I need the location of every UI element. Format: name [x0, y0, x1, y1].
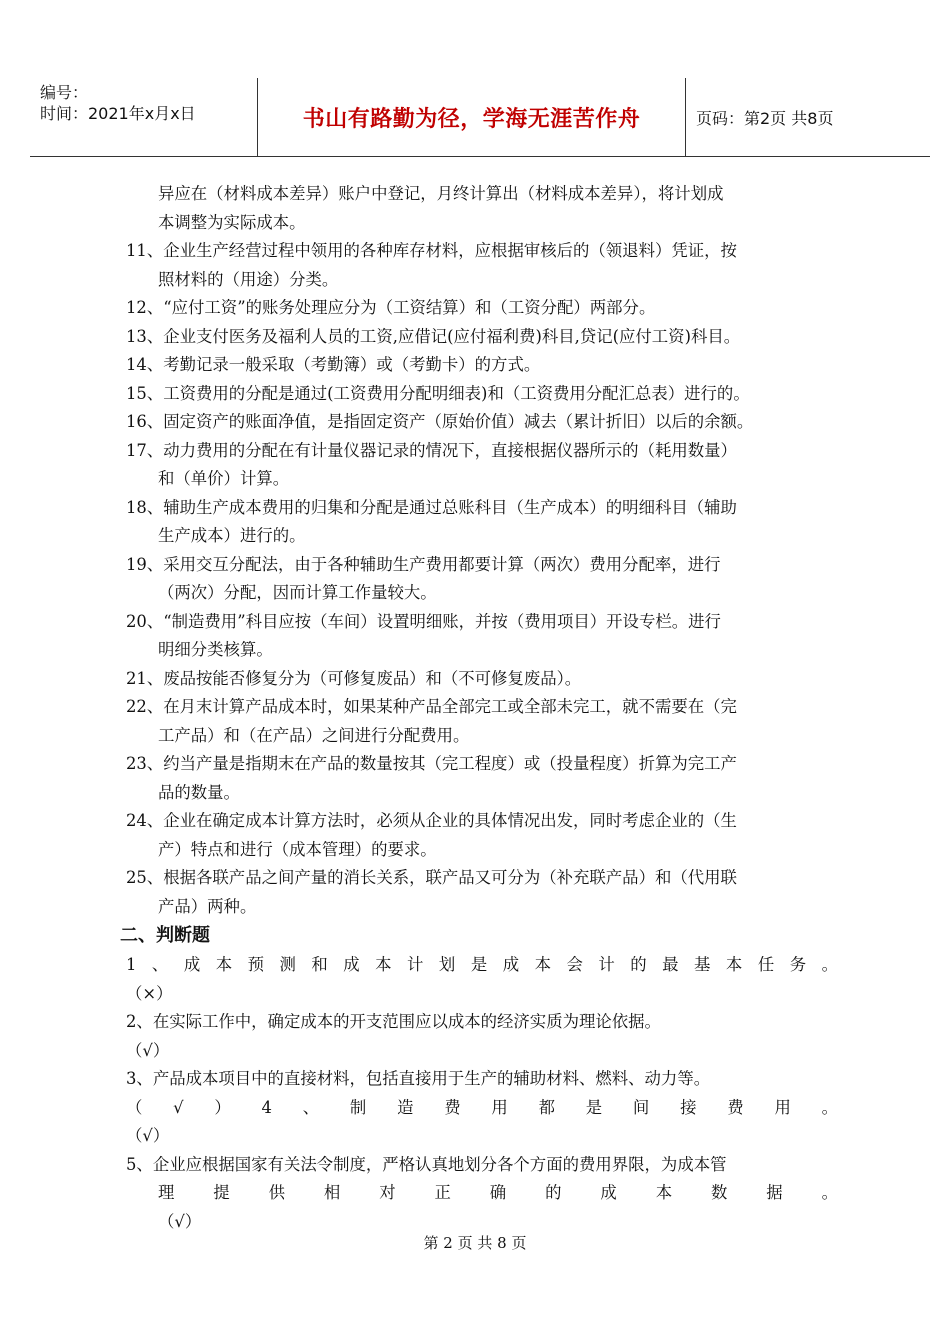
time-label: 时间：2021年x月x日 — [40, 104, 196, 123]
judge-line: （√）4、制造费用都是间接费用。 — [126, 1097, 838, 1117]
header-meta — [30, 78, 258, 156]
text-line: （两次）分配，因而计算工作量较大。 — [158, 583, 437, 602]
judge-line: （√） — [126, 1040, 170, 1060]
text-line: 明细分类核算。 — [158, 640, 273, 659]
text-line: 照材料的（用途）分类。 — [158, 269, 339, 289]
text-line: 24、企业在确定成本计算方法时，必须从企业的具体情况出发，同时考虑企业的（生 — [126, 811, 737, 830]
text-line: 16、固定资产的账面净值，是指固定资产（原始价值）减去（累计折旧）以后的余额。 — [126, 412, 754, 431]
text-line: 本调整为实际成本。 — [158, 212, 306, 232]
document-body — [120, 180, 838, 1236]
text-line: 19、采用交互分配法，由于各种辅助生产费用都要计算（两次）费用分配率，进行 — [126, 554, 721, 574]
judge-line: 5、企业应根据国家有关法令制度，严格认真地划分各个方面的费用界限，为成本管 — [126, 1154, 727, 1174]
text-line: 25、根据各联产品之间产量的消长关系，联产品又可分为（补充联产品）和（代用联 — [126, 868, 737, 887]
page-label: 页码：第2页 共8页 — [696, 108, 834, 128]
text-line: 工产品）和（在产品）之间进行分配费用。 — [158, 725, 470, 745]
text-line: 品的数量。 — [158, 782, 240, 802]
judge-line: （×） — [126, 983, 173, 1003]
page-footer: 第 2 页 共 8 页 — [423, 1234, 527, 1252]
text-line: 23、约当产量是指期末在产品的数量按其（完工程度）或（投量程度）折算为完工产 — [126, 754, 737, 773]
text-line: 21、废品按能否修复分为（可修复废品）和（不可修复废品）。 — [126, 668, 582, 688]
text-line: 22、在月末计算产品成本时，如果某种产品全部完工或全部未完工，就不需要在（完 — [126, 697, 737, 716]
section-heading: 二、判断题 — [120, 925, 210, 946]
page-header — [30, 78, 930, 157]
judge-line: 2、在实际工作中，确定成本的开支范围应以成本的经济实质为理论依据。 — [126, 1012, 661, 1031]
text-line: 20、“制造费用”科目应按（车间）设置明细账，并按（费用项目）开设专栏。进行 — [126, 611, 721, 631]
judge-line: 3、产品成本项目中的直接材料，包括直接用于生产的辅助材料、燃料、动力等。 — [126, 1069, 711, 1088]
motto: 书山有路勤为径，学海无涯苦作舟 — [302, 106, 641, 132]
judge-line: （√） — [126, 1126, 170, 1145]
text-line: 18、辅助生产成本费用的归集和分配是通过总账科目（生产成本）的明细科目（辅助 — [126, 497, 737, 517]
header-motto-cell — [258, 78, 686, 156]
text-line: 14、考勤记录一般采取（考勤簿）或（考勤卡）的方式。 — [126, 355, 541, 374]
text-line: 生产成本）进行的。 — [158, 526, 306, 545]
number-label: 编号： — [40, 83, 89, 102]
text-line: 15、工资费用的分配是通过(工资费用分配明细表)和（工资费用分配汇总表）进行的。 — [126, 383, 750, 403]
judge-line: 理提供相对正确的成本数据。 — [158, 1183, 838, 1202]
text-line: 和（单价）计算。 — [158, 469, 290, 488]
text-line: 11、企业生产经营过程中领用的各种库存材料，应根据审核后的（领退料）凭证，按 — [126, 241, 737, 260]
judge-line: 1、成本预测和成本计划是成本会计的最基本任务。 — [126, 955, 838, 974]
text-line: 13、企业支付医务及福利人员的工资,应借记(应付福利费)科目,贷记(应付工资)科目。 — [126, 326, 741, 346]
judge-line: （√） — [158, 1211, 202, 1231]
text-line: 12、“应付工资”的账务处理应分为（工资结算）和（工资分配）两部分。 — [126, 298, 656, 317]
text-line: 异应在（材料成本差异）账户中登记，月终计算出（材料成本差异），将计划成 — [158, 184, 724, 203]
header-page-cell — [686, 78, 930, 156]
text-line: 产品）两种。 — [158, 896, 257, 916]
text-line: 17、动力费用的分配在有计量仪器记录的情况下，直接根据仪器所示的（耗用数量） — [126, 440, 737, 460]
text-line: 产）特点和进行（成本管理）的要求。 — [158, 839, 437, 859]
